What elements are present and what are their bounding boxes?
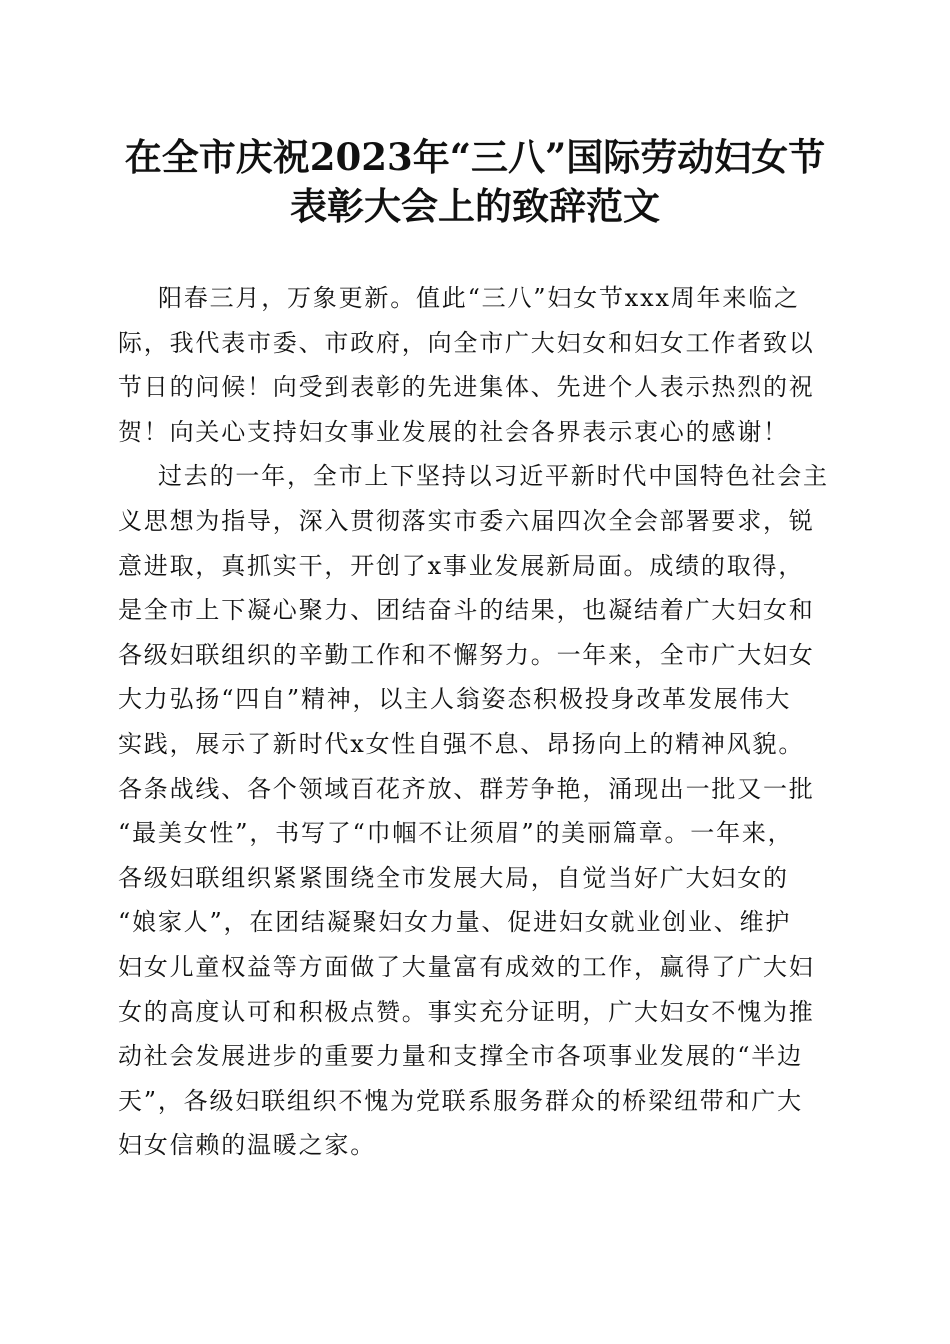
page-title [100,133,850,231]
paragraph-line: 妇女信赖的温暖之家。 [118,1131,376,1160]
paragraph-line: 是全市上下凝心聚力、团结奋斗的结果，也凝结着广大妇女和 [118,596,815,625]
title-line-2: 表彰大会上的致辞范文 [290,184,660,228]
paragraph-2 [118,454,833,1168]
paragraph-line: 阳春三月，万象更新。值此“三八”妇女节xxx周年来临之 [158,284,800,312]
paragraph-line: 女的高度认可和积极点赞。事实充分证明，广大妇女不愧为推 [118,997,815,1026]
paragraph-line: 妇女儿童权益等方面做了大量富有成效的工作，赢得了广大妇 [118,952,815,981]
paragraph-line: 各级妇联组织的辛勤工作和不懈努力。一年来，全市广大妇女 [118,640,815,669]
paragraph-line: “娘家人”，在团结凝聚妇女力量、促进妇女就业创业、维护 [118,908,792,937]
paragraph-line: 贺！向关心支持妇女事业发展的社会各界表示衷心的感谢！ [118,417,789,446]
paragraph-line: 天”，各级妇联组织不愧为党联系服务群众的桥梁纽带和广大 [118,1086,803,1115]
body-text [118,276,833,1168]
paragraph-line: 际，我代表市委、市政府，向全市广大妇女和妇女工作者致以 [118,328,815,357]
paragraph-line: 实践，展示了新时代x女性自强不息、昂扬向上的精神风貌。 [118,729,805,758]
paragraph-line: 各条战线、各个领域百花齐放、群芳争艳，涌现出一批又一批 [118,774,815,803]
title-line-1: 在全市庆祝2023年“三八”国际劳动妇女节 [124,135,826,179]
paragraph-line: 节日的问候！向受到表彰的先进集体、先进个人表示热烈的祝 [118,373,815,402]
paragraph-line: 意进取，真抓实干，开创了x事业发展新局面。成绩的取得， [118,551,805,580]
paragraph-line: “最美女性”，书写了“巾帼不让须眉”的美丽篇章。一年来， [118,819,794,848]
paragraph-1 [118,276,833,454]
paragraph-line: 过去的一年，全市上下坚持以习近平新时代中国特色社会主 [158,462,829,491]
paragraph-line: 各级妇联组织紧紧围绕全市发展大局，自觉当好广大妇女的 [118,863,789,892]
paragraph-line: 动社会发展进步的重要力量和支撑全市各项事业发展的“半边 [118,1042,803,1071]
paragraph-line: 大力弘扬“四自”精神，以主人翁姿态积极投身改革发展伟大 [118,685,792,714]
paragraph-line: 义思想为指导，深入贯彻落实市委六届四次全会部署要求，锐 [118,506,815,535]
